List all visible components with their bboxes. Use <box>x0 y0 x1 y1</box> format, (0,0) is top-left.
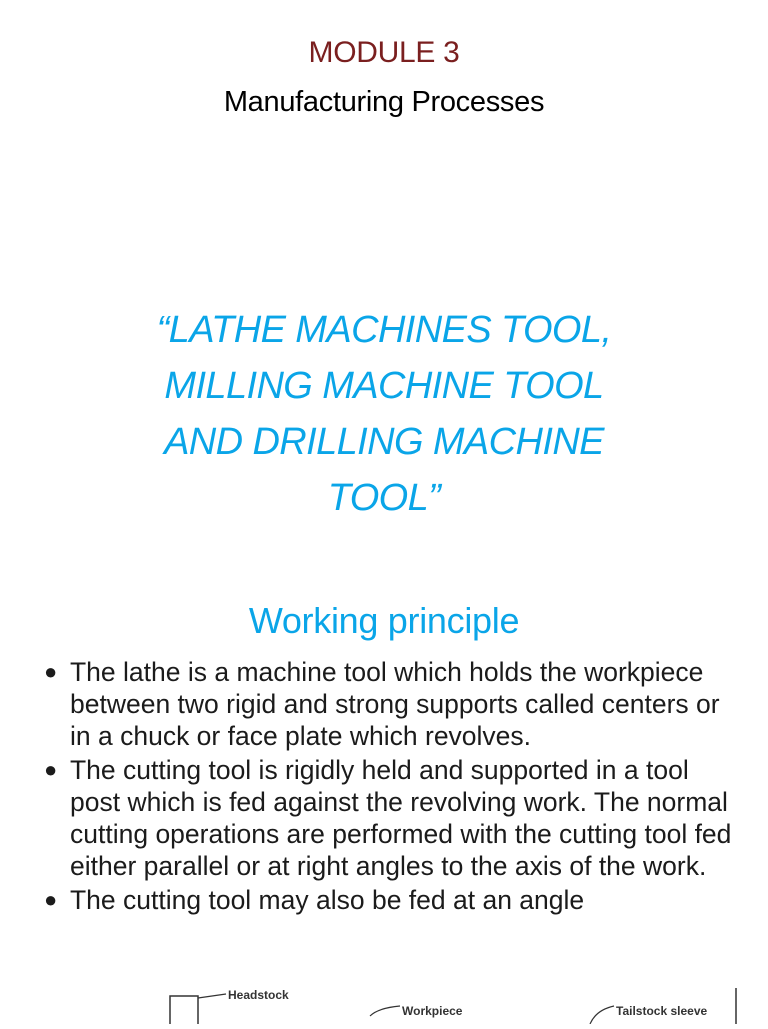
lathe-diagram <box>0 980 768 1024</box>
bullet-dot-icon: ● <box>44 887 58 912</box>
main-title-line: MILLING MACHINE TOOL <box>164 365 604 407</box>
diagram-label-tailstock-sleeve: Tailstock sleeve <box>616 1004 708 1018</box>
bullet-dot-icon: ● <box>44 659 58 684</box>
bullet-text: The cutting tool is rigidly held and supported in a tool post which is fed against the revolving work. The normal cutting operations are performed with the cutting tool fed either parallel or at right angles to the axis of the work. <box>70 755 732 881</box>
subject-title: Manufacturing Processes <box>223 86 545 118</box>
bullet-item <box>44 754 744 882</box>
main-title <box>84 302 684 526</box>
main-title-line: TOOL” <box>327 477 441 519</box>
bullet-dot-icon: ● <box>44 757 58 782</box>
bullet-item <box>44 884 744 916</box>
main-title-line: “LATHE MACHINES TOOL, <box>156 309 612 351</box>
bullet-item <box>44 656 744 752</box>
module-title: MODULE 3 <box>308 36 460 69</box>
main-title-line: AND DRILLING MACHINE <box>164 421 604 463</box>
bullet-text: The cutting tool may also be fed at an angle <box>70 885 585 915</box>
bullet-text: The lathe is a machine tool which holds the workpiece between two rigid and strong supports called centers or in a chuck or face plate which revolves. <box>70 657 720 751</box>
diagram-label-workpiece: Workpiece <box>402 1004 463 1018</box>
section-heading: Working principle <box>248 600 520 641</box>
diagram-label-headstock: Headstock <box>228 988 289 1002</box>
bullet-list <box>44 656 744 918</box>
